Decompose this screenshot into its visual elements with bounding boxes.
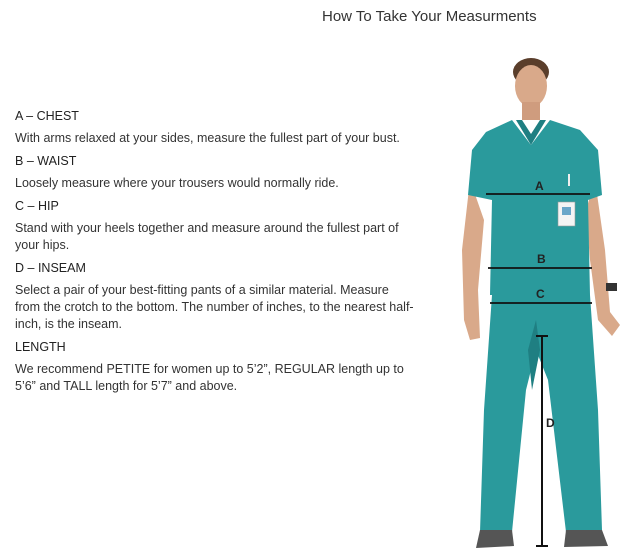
model-watch <box>606 283 617 291</box>
section-name: LENGTH <box>15 340 66 354</box>
section-heading <box>15 108 415 125</box>
section-length <box>15 339 415 395</box>
section-heading <box>15 198 415 215</box>
section-dash: – <box>22 109 37 123</box>
section-name: WAIST <box>37 154 77 168</box>
model-neck <box>522 102 540 120</box>
section-body: Loosely measure where your trousers would normally ride. <box>15 176 339 190</box>
model-left-shoe <box>476 530 514 548</box>
section-chest <box>15 108 415 147</box>
section-name: INSEAM <box>37 261 86 275</box>
section-body: Select a pair of your best-fitting pants of a similar material. Measure from the crotch to the bottom. The number of inches, to the nearest half-inch, is the inseam. <box>15 283 414 331</box>
model-pocket-pen <box>568 174 570 186</box>
section-name: HIP <box>37 199 59 213</box>
model-left-arm <box>462 180 484 340</box>
measurement-figure <box>440 50 629 559</box>
section-waist <box>15 153 415 192</box>
section-heading <box>15 260 415 277</box>
section-hip <box>15 198 415 254</box>
section-dash: – <box>24 199 38 213</box>
inseam-label: D <box>546 416 555 430</box>
section-body: With arms relaxed at your sides, measure the fullest part of your bust. <box>15 131 400 145</box>
section-heading <box>15 153 415 170</box>
waist-label: B <box>537 252 546 266</box>
section-letter: B <box>15 154 24 168</box>
section-body: We recommend PETITE for women up to 5’2”, REGULAR length up to 5’6” and TALL length for 5’7” and above. <box>15 362 404 393</box>
section-letter: C <box>15 199 25 213</box>
measurement-instructions <box>15 108 415 401</box>
chest-label: A <box>535 179 544 193</box>
page-title: How To Take Your Measurments <box>322 8 537 25</box>
model-head <box>515 65 547 107</box>
hip-label: C <box>536 287 545 301</box>
section-dash: – <box>23 154 38 168</box>
model-id-photo <box>562 207 571 215</box>
section-name: CHEST <box>36 109 79 123</box>
model-right-shoe <box>564 530 608 547</box>
model-illustration <box>440 50 629 559</box>
section-body: Stand with your heels together and measure around the fullest part of your hips. <box>15 221 399 252</box>
section-heading <box>15 339 415 356</box>
section-letter: D <box>15 261 25 275</box>
section-letter: A <box>15 109 23 123</box>
section-inseam <box>15 260 415 333</box>
section-dash: – <box>24 261 38 275</box>
